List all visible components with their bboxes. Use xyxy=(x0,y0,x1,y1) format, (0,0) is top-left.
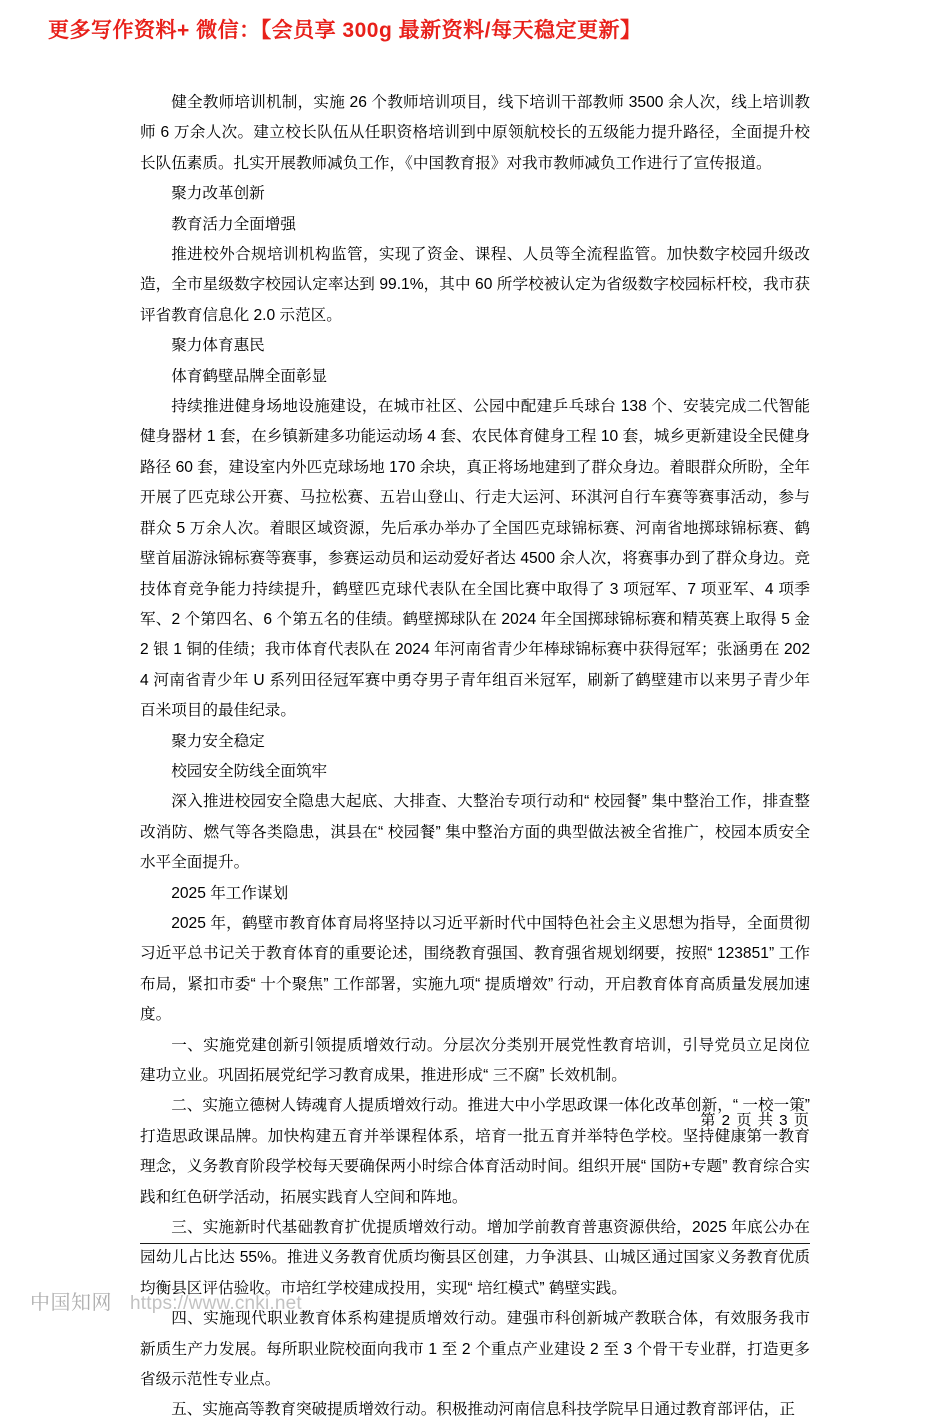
body-paragraph: 三、实施新时代基础教育扩优提质增效行动。增加学前教育普惠资源供给，2025 年底公办在园幼儿占比达 55%。推进义务教育优质均衡县区创建，力争淇县、山城区通过国家义务教育优质均衡县区评估验收。市培红学校建成投用，实现“ 培红模式” 鹤壁实践。 xyxy=(140,1219,810,1297)
body-paragraph: 一、实施党建创新引领提质增效行动。分层次分类别开展党性教育培训，引导党员立足岗位建功立业。巩固拓展党纪学习教育成果，推进形成“ 三不腐” 长效机制。 xyxy=(140,1036,810,1084)
section-heading: 教育活力全面增强 xyxy=(171,215,296,233)
section-heading: 2025 年工作谋划 xyxy=(171,884,289,902)
body-paragraph: 健全教师培训机制，实施 26 个教师培训项目，线下培训干部教师 3500 余人次，线上培训教师 6 万余人次。建立校长队伍从任职资格培训到中原领航校长的五级能力提升路径，全面提升校长队伍素质。扎实开展教师减负工作，《中国教育报》对我市教师减负工作进行了宣传报道。 xyxy=(140,94,810,172)
cnki-logo-text: 中国知网 xyxy=(30,1292,112,1314)
promo-banner: 更多写作资料+ 微信：【会员享 300g 最新资料/每天稳定更新】 xyxy=(48,19,642,42)
body-paragraph: 二、实施立德树人铸魂育人提质增效行动。推进大中小学思政课一体化改革创新，“ 一校一策” 打造思政课品牌。加快构建五育并举课程体系，培育一批五育并举特色学校。坚持健康第一教育理念，义务教育阶段学校每天要确保两小时综合体育活动时间。组织开展“ 国防+专题” 教育综合实践和红色研学活动，拓展实践育人空间和阵地。 xyxy=(140,1097,810,1206)
section-heading: 聚力体育惠民 xyxy=(171,337,265,355)
page-number-footer: 第 2 页 共 3 页 xyxy=(700,1112,810,1129)
footer-divider xyxy=(140,1243,810,1244)
body-paragraph: 四、实施现代职业教育体系构建提质增效行动。建强市科创新城产教联合体，有效服务我市新质生产力发展。每所职业院校面向我市 1 至 2 个重点产业建设 2 至 3 个骨干专业群，打造更多省级示范性专业点。 xyxy=(140,1310,810,1389)
section-heading: 聚力改革创新 xyxy=(171,185,265,203)
body-paragraph: 持续推进健身场地设施建设，在城市社区、公园中配建乒乓球台 138 个、安装完成二代智能健身器材 1 套，在乡镇新建多功能运动场 4 套、农民体育健身工程 10 套，城乡更新建设全民健身路径 60 套，建设室内外匹克球场地 170 余块，真正将场地建到了群众身边。着眼群众所盼，全年开展了匹克球公开赛、马拉松赛、五岩山登山、行走大运河、环淇河自行车赛等赛事活动，参与群众 5 万余人次。着眼区域资源，先后承办举办了全国匹克球锦标赛、河南省地掷球锦标赛、鹤壁首届游泳锦标赛等赛事，参赛运动员和运动爱好者达 4500 余人次，将赛事办到了群众身边。竞技体育竞争能力持续提升，鹤壁匹克球代表队在全国比赛中取得了 3 项冠军、7 项亚军、4 项季军、2 个第四名、6 个第五名的佳绩。鹤壁掷球队在 2024 年全国掷球锦标赛和精英赛上取得 5 金 2 银 1 铜的佳绩；我市体育代表队在 2024 年河南省青少年棒球锦标赛中获得冠军；张涵勇在 2024 河南省青少年 U 系列田径冠军赛中勇夺男子青年组百米冠军，刷新了鹤壁建市以来男子青少年百米项目的最佳纪录。 xyxy=(140,398,810,720)
section-heading: 体育鹤壁品牌全面彰显 xyxy=(171,367,328,385)
document-body xyxy=(140,88,810,1426)
body-paragraph: 五、实施高等教育突破提质增效行动。积极推动河南信息科技学院早日通过教育部评估，正 xyxy=(171,1401,795,1419)
section-heading: 聚力安全稳定 xyxy=(171,732,265,750)
body-paragraph: 推进校外合规培训机构监管，实现了资金、课程、人员等全流程监管。加快数字校园升级改造，全市星级数字校园认定率达到 99.1%，其中 60 所学校被认定为省级数字校园标杆校，我市获评省教育信息化 2.0 示范区。 xyxy=(140,246,810,324)
cnki-watermark xyxy=(30,1286,302,1315)
section-heading: 校园安全防线全面筑牢 xyxy=(171,762,328,780)
cnki-url-text: https://www.cnki.net xyxy=(130,1293,302,1314)
body-paragraph: 深入推进校园安全隐患大起底、大排查、大整治专项行动和“ 校园餐” 集中整治工作，排查整改消防、燃气等各类隐患，淇县在“ 校园餐” 集中整治方面的典型做法被全省推广，校园本质安全水平全面提升。 xyxy=(140,793,810,872)
body-paragraph: 2025 年，鹤壁市教育体育局将坚持以习近平新时代中国特色社会主义思想为指导，全面贯彻习近平总书记关于教育体育的重要论述，围绕教育强国、教育强省规划纲要，按照“ 123851” 工作布局，紧扣市委“ 十个聚焦” 工作部署，实施九项“ 提质增效” 行动，开启教育体育高质量发展加速度。 xyxy=(140,914,810,1024)
